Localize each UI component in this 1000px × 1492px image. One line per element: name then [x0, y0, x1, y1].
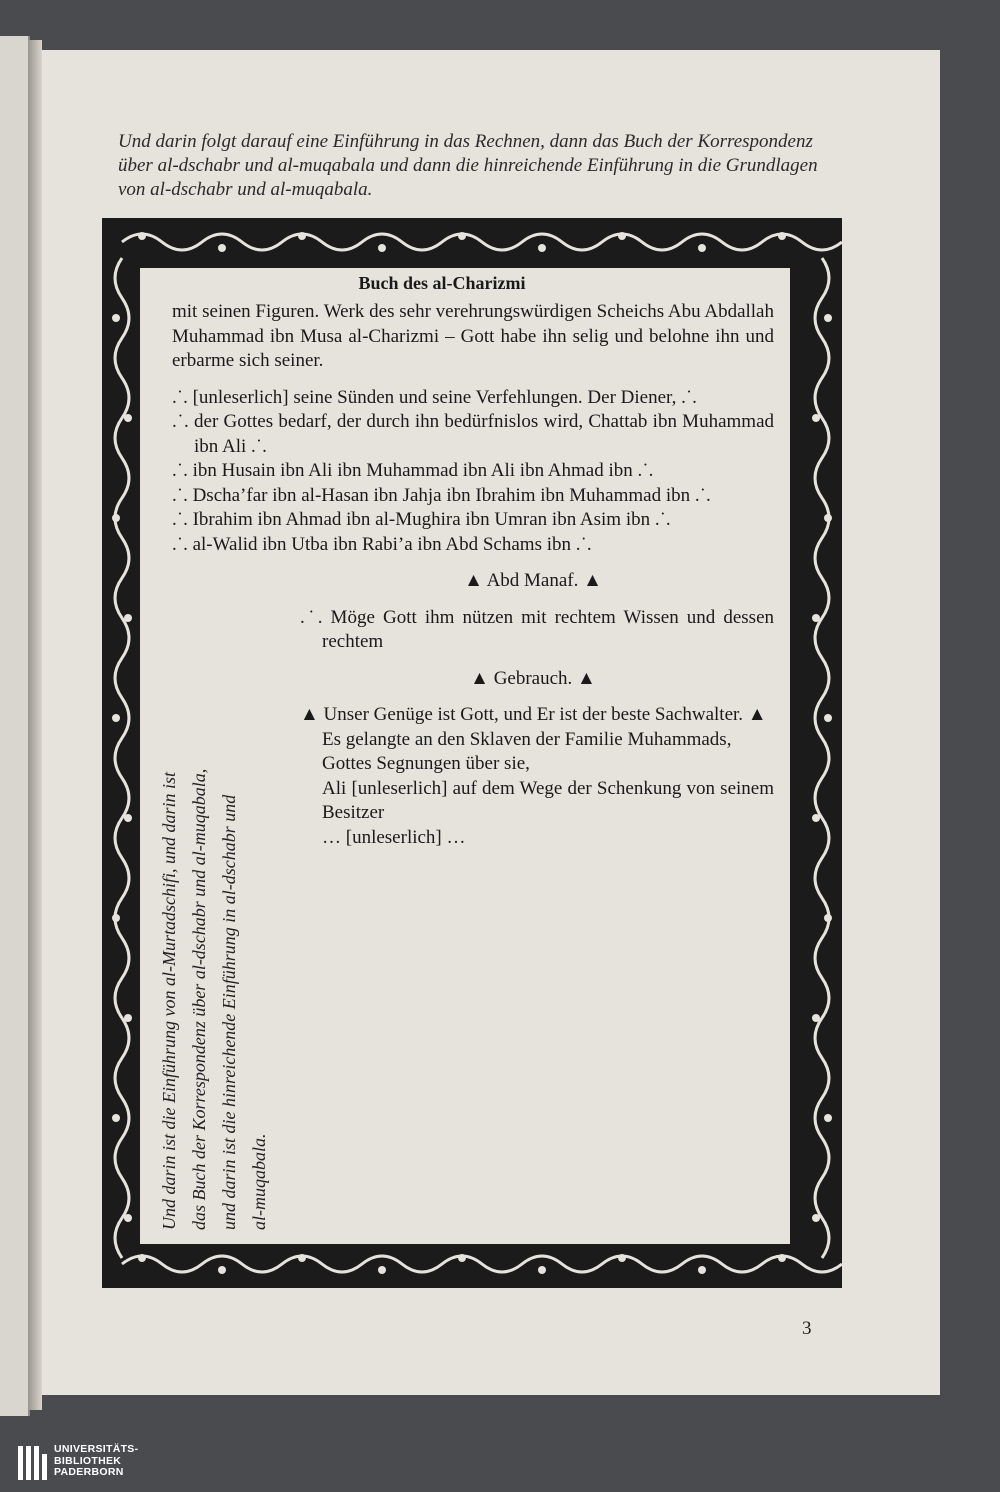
logo-line: UNIVERSITÄTS- — [54, 1443, 139, 1455]
book-page — [42, 50, 940, 1395]
side-line: Und darin ist die Einführung von al-Murtadschifi, und darin ist — [159, 772, 179, 1230]
intro-line: über al-dschabr und al-muqabala und dann die hinreichende Einführung in die Grundlagen — [118, 155, 818, 176]
paragraph: mit seinen Figuren. Werk des sehr verehrungswürdigen Scheichs Abu Abdallah Muhammad ibn Musa al-Charizmi – Gott habe ihn selig und belohne ihn und erbarme sich seiner. — [172, 301, 774, 371]
lineage-line: .˙. [unleserlich] seine Sünden und seine Verfehlungen. Der Diener, .˙. — [172, 386, 697, 408]
library-logo-icon — [18, 1446, 48, 1480]
sklaven-line: Es gelangte an den Sklaven der Familie Muhammads, — [322, 728, 732, 750]
logo-line: BIBLIOTHEK — [54, 1454, 122, 1467]
lineage-line: .˙. ibn Husain ibn Ali ibn Muhammad ibn Ali ibn Ahmad ibn .˙. — [172, 460, 654, 481]
intro-paragraph — [118, 130, 908, 202]
side-line: al-muqabala. — [249, 1133, 269, 1230]
abd-manaf-line: ▲ Abd Manaf. ▲ — [464, 570, 602, 591]
lineage-line: .˙. Ibrahim ibn Ahmad ibn al-Mughira ibn Umran ibn Asim ibn .˙. — [172, 509, 671, 530]
side-line: das Buch der Korrespondenz über al-dschabr und al-muqabala, — [189, 768, 209, 1230]
sklaven-line: Gottes Segnungen über sie, — [322, 753, 530, 774]
gutter-shadow — [28, 40, 42, 1410]
moege-line: .˙. Möge Gott ihm nützen mit rechtem Wissen und dessen rechtem — [300, 606, 774, 652]
intro-line: von al-dschabr und al-muqabala. — [118, 179, 373, 200]
unser-line: ▲ Unser Genüge ist Gott, und Er ist der beste Sachwalter. ▲ — [300, 704, 767, 725]
library-logo — [18, 1444, 178, 1484]
side-annotation — [154, 670, 314, 1230]
logo-line: PADERBORN — [54, 1466, 124, 1478]
side-line: und darin ist die hinreichende Einführung in al-dschabr und — [219, 794, 239, 1230]
left-page-edge — [0, 36, 30, 1416]
page-number: 3 — [802, 1318, 812, 1339]
sklaven-line: Ali [unleserlich] auf dem Wege der Schenkung von seinem Besitzer — [322, 777, 774, 823]
manuscript-heading: Buch des al-Charizmi — [358, 273, 526, 293]
intro-line: Und darin folgt darauf eine Einführung in das Rechnen, dann das Buch der Korrespondenz — [118, 131, 813, 152]
lineage-line: .˙. Dscha’far ibn al-Hasan ibn Jahja ibn Ibrahim ibn Muhammad ibn .˙. — [172, 484, 711, 506]
gebrauch-line: ▲ Gebrauch. ▲ — [470, 667, 596, 689]
lineage-line: .˙. al-Walid ibn Utba ibn Rabi’a ibn Abd Schams ibn .˙. — [172, 533, 592, 555]
lineage-line: .˙. der Gottes bedarf, der durch ihn bedürfnislos wird, Chattab ibn Muhammad ibn Ali .˙. — [172, 411, 774, 457]
sklaven-line: … [unleserlich] … — [322, 826, 466, 848]
